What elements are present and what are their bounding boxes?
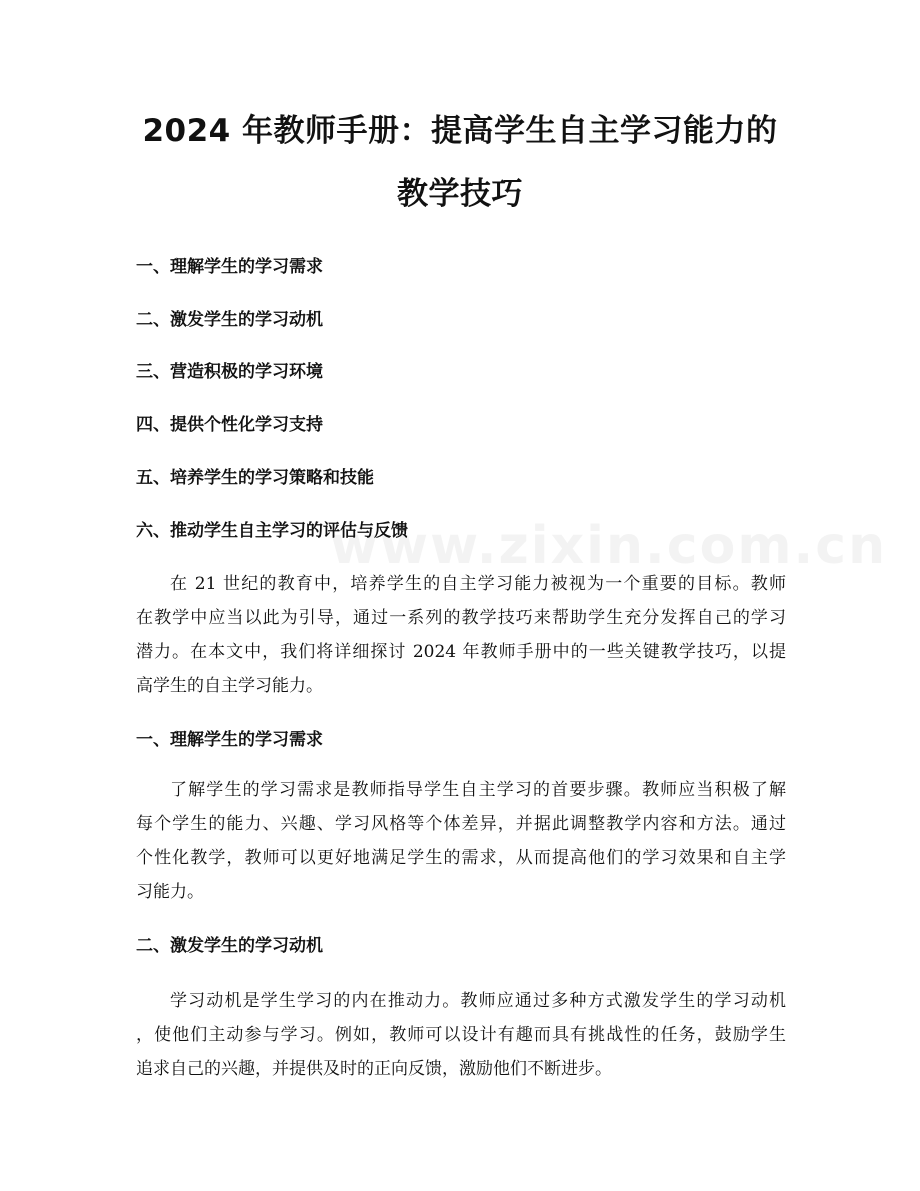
toc-item: 五、培养学生的学习策略和技能 (136, 468, 374, 488)
section-heading: 二、激发学生的学习动机 (136, 936, 323, 956)
section-paragraph (136, 984, 786, 1086)
toc-item: 一、理解学生的学习需求 (136, 257, 323, 277)
paragraph-line: 在 21 世纪的教育中，培养学生的自主学习能力被视为一个重要的目标。教师 (170, 574, 786, 594)
toc-item: 六、推动学生自主学习的评估与反馈 (136, 521, 408, 541)
paragraph-line: 追求自己的兴趣，并提供及时的正向反馈，激励他们不断进步。 (136, 1059, 612, 1079)
paragraph-line: 个性化教学，教师可以更好地满足学生的需求，从而提高他们的学习效果和自主学 (136, 848, 786, 868)
toc-item: 二、激发学生的学习动机 (136, 310, 323, 330)
paragraph-line: ，使他们主动参与学习。例如，教师可以设计有趣而具有挑战性的任务，鼓励学生 (136, 1025, 786, 1045)
paragraph-line: 习能力。 (136, 882, 204, 902)
section-heading: 一、理解学生的学习需求 (136, 730, 323, 750)
paragraph-line: 每个学生的能力、兴趣、学习风格等个体差异，并据此调整教学内容和方法。通过 (136, 814, 786, 834)
watermark-text: www.zixin.com.cn (330, 516, 888, 576)
paragraph-line: 了解学生的学习需求是教师指导学生自主学习的首要步骤。教师应当积极了解 (170, 780, 786, 800)
paragraph-line: 高学生的自主学习能力。 (136, 676, 323, 696)
section-paragraph (136, 773, 786, 909)
document-title-line-1: 2024 年教师手册：提高学生自主学习能力的 (142, 113, 778, 149)
intro-paragraph (136, 567, 786, 703)
paragraph-line: 学习动机是学生学习的内在推动力。教师应通过多种方式激发学生的学习动机 (170, 991, 786, 1011)
paragraph-line: 潜力。在本文中，我们将详细探讨 2024 年教师手册中的一些关键教学技巧，以提 (136, 642, 786, 662)
document-title-line-2: 教学技巧 (397, 176, 523, 212)
toc-item: 四、提供个性化学习支持 (136, 415, 323, 435)
toc-item: 三、营造积极的学习环境 (136, 362, 323, 382)
paragraph-line: 在教学中应当以此为引导，通过一系列的教学技巧来帮助学生充分发挥自己的学习 (136, 608, 786, 628)
